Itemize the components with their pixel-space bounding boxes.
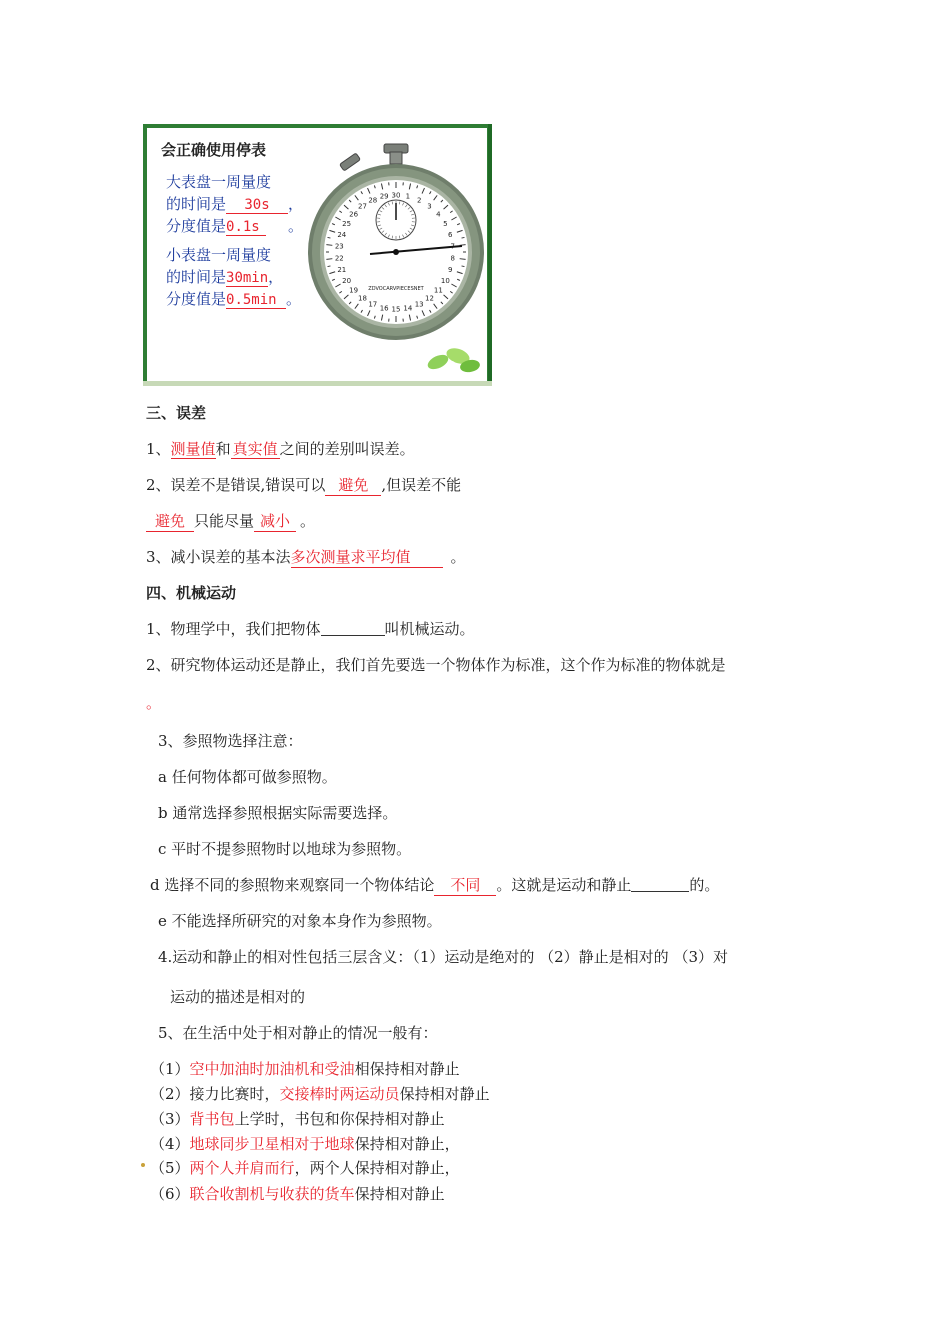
s4-item3: 3、参照物选择注意： [158, 732, 303, 750]
big-dial-line3: 分度值是0.1s 。 [166, 217, 304, 235]
list-item: （4）地球同步卫星相对于地球保持相对静止， [150, 1135, 460, 1153]
small-dial-time-value: 30min [226, 270, 269, 286]
svg-text:12: 12 [425, 294, 434, 303]
small-dial-line1: 小表盘一周量度 [166, 246, 272, 264]
s4-item3-e: e 不能选择所研究的对象本身作为参照物。 [158, 912, 442, 930]
svg-text:26: 26 [349, 210, 359, 219]
stopwatch-icon [300, 140, 490, 340]
s4-item4-line1: 4.运动和静止的相对性包括三层含义：（1）运动是绝对的 （2）静止是相对的 （3）对 [158, 948, 728, 966]
svg-text:23: 23 [334, 242, 344, 251]
list-item: （6）联合收割机与收获的货车保持相对静止 [150, 1185, 445, 1203]
s4-item3-a: a 任何物体都可做参照物。 [158, 768, 337, 786]
s4-item4-line2: 运动的描述是相对的 [170, 988, 306, 1006]
small-dial-line2: 的时间是30min， [166, 268, 284, 286]
svg-text:30: 30 [391, 191, 401, 200]
svg-text:3: 3 [427, 202, 432, 211]
svg-text:22: 22 [334, 254, 344, 263]
s4-item3-c: c 平时不提参照物时以地球为参照物。 [158, 840, 412, 858]
svg-text:13: 13 [414, 300, 424, 309]
svg-text:16: 16 [379, 304, 389, 313]
big-dial-line2: 的时间是 30s ， [166, 195, 304, 213]
big-dial-line1: 大表盘一周量度 [166, 173, 272, 191]
s3-item2: 2、误差不是错误,错误可以 避免 ,但误差不能 [146, 476, 462, 494]
svg-text:1: 1 [405, 192, 411, 201]
svg-text:25: 25 [342, 220, 352, 228]
bullet-dot [141, 1163, 145, 1167]
svg-text:8: 8 [450, 254, 455, 263]
svg-text:17: 17 [368, 300, 378, 309]
s4-item2-end: 。 [146, 694, 162, 712]
svg-text:5: 5 [443, 220, 448, 228]
s4-item5: 5、在生活中处于相对静止的情况一般有： [158, 1024, 438, 1042]
s3-item3: 3、减小误差的基本法多次测量求平均值 。 [146, 548, 466, 566]
watch-brand: ZDVOCARVPIECESNET [368, 286, 424, 292]
small-dial-line3: 分度值是0.5min 。 [166, 290, 302, 308]
s4-item2: 2、研究物体运动还是静止，我们首先要选一个物体作为标准，这个作为标准的物体就是 [146, 656, 726, 674]
svg-text:11: 11 [433, 286, 443, 295]
big-dial-division-value: 0.1s [226, 219, 266, 236]
figure-border-bottom [143, 381, 492, 386]
svg-text:27: 27 [358, 202, 367, 211]
small-dial-division-value: 0.5min [226, 292, 286, 309]
svg-text:6: 6 [447, 230, 453, 239]
s4-item1: 1、物理学中，我们把物体 叫机械运动。 [146, 620, 475, 638]
s4-item3-d: d 选择不同的参照物来观察同一个物体结论 不同 。这就是运动和静止 的。 [150, 876, 720, 894]
list-item: （3）背书包上学时，书包和你保持相对静止 [150, 1110, 445, 1128]
s4-item3-b: b 通常选择参照根据实际需要选择。 [158, 804, 398, 822]
leaves-icon [418, 340, 488, 378]
list-item: （5）两个人并肩而行，两个人保持相对静止， [150, 1159, 460, 1177]
svg-text:2: 2 [416, 196, 422, 205]
list-item: （1）空中加油时加油机和受油相保持相对静止 [150, 1060, 460, 1078]
s3-item1: 1、测量值和 真实值 之间的差别叫误差。 [146, 440, 415, 458]
section4-heading: 四、机械运动 [146, 584, 237, 602]
svg-text:18: 18 [358, 294, 367, 303]
svg-text:20: 20 [342, 277, 352, 285]
svg-text:4: 4 [436, 210, 441, 219]
svg-text:14: 14 [403, 304, 413, 313]
svg-text:28: 28 [368, 196, 378, 205]
svg-text:21: 21 [337, 266, 347, 275]
svg-text:19: 19 [349, 286, 359, 295]
list-item: （2）接力比赛时，交接棒时两运动员保持相对静止 [150, 1085, 490, 1103]
section3-heading: 三、误差 [146, 404, 207, 422]
svg-text:15: 15 [391, 305, 401, 314]
svg-text:24: 24 [337, 230, 347, 239]
svg-text:9: 9 [447, 266, 453, 275]
svg-text:10: 10 [440, 277, 450, 285]
svg-text:29: 29 [379, 192, 389, 201]
big-dial-time-value: 30s [226, 197, 288, 214]
figure-title: 会正确使用停表 [161, 141, 267, 159]
s3-item2-cont: 避免 只能尽量 减小 。 [146, 510, 315, 532]
